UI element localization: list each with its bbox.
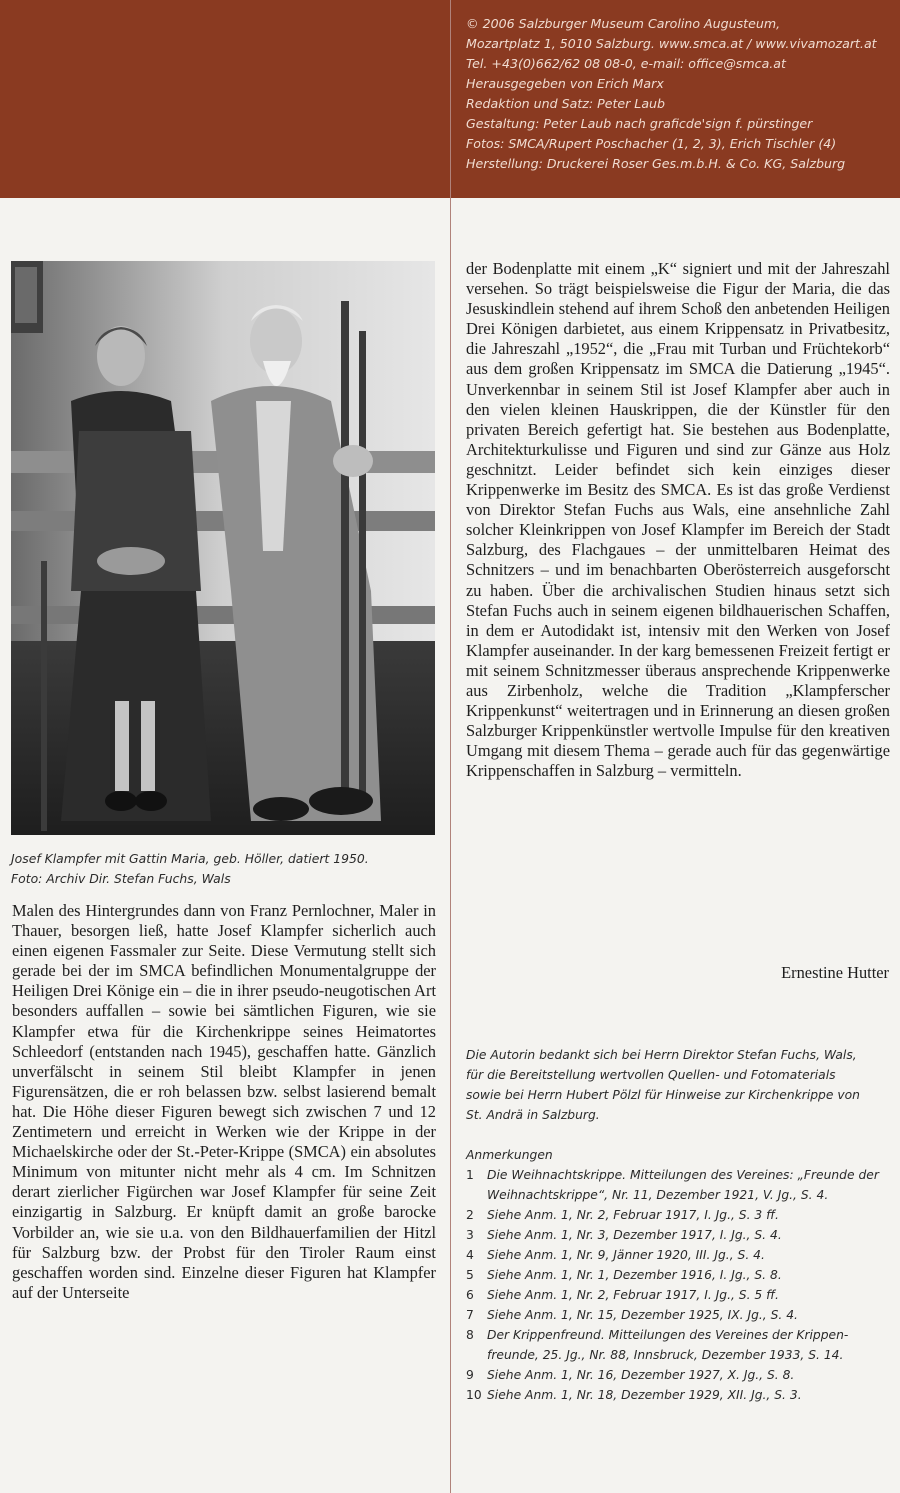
endnote-item <box>466 1385 896 1405</box>
endnote-number: 3 <box>466 1228 474 1242</box>
endnote-text: Siehe Anm. 1, Nr. 1, Dezember 1916, I. Jg., S. 8. <box>487 1268 782 1282</box>
endnote-number: 7 <box>466 1308 474 1322</box>
imprint-line: Gestaltung: Peter Laub nach graficde'sign f. pürstinger <box>466 116 813 131</box>
acknowledgement <box>466 1045 896 1125</box>
endnote-text: Die Weihnachtskrippe. Mitteilungen des Vereines: „Freunde der Weihnachtskrippe“, Nr. 11, Dezember 1921, V. Jg., S. 4. <box>487 1168 879 1202</box>
endnote-number: 1 <box>466 1168 474 1182</box>
acknowledgement-line: Die Autorin bedankt sich bei Herrn Direktor Stefan Fuchs, Wals, <box>466 1048 857 1062</box>
imprint-block <box>466 14 896 174</box>
portrait-photo <box>11 261 435 835</box>
photo-caption <box>11 849 441 889</box>
endnote-text: Siehe Anm. 1, Nr. 15, Dezember 1925, IX. Jg., S. 4. <box>487 1308 798 1322</box>
endnote-text: Siehe Anm. 1, Nr. 2, Februar 1917, I. Jg., S. 3 ff. <box>487 1208 779 1222</box>
acknowledgement-line: St. Andrä in Salzburg. <box>466 1108 600 1122</box>
endnote-text: Siehe Anm. 1, Nr. 9, Jänner 1920, III. Jg., S. 4. <box>487 1248 765 1262</box>
body-column-right <box>466 259 890 781</box>
acknowledgement-line: sowie bei Herrn Hubert Pölzl für Hinweise zur Kirchenkrippe von <box>466 1088 860 1102</box>
imprint-line: Mozartplatz 1, 5010 Salzburg. www.smca.at / www.vivamozart.at <box>466 36 877 51</box>
endnote-item <box>466 1265 896 1285</box>
endnote-text: Siehe Anm. 1, Nr. 18, Dezember 1929, XII. Jg., S. 3. <box>487 1388 802 1402</box>
page-fold-line <box>450 0 451 1493</box>
endnote-item <box>466 1205 896 1225</box>
endnote-item <box>466 1365 896 1385</box>
endnote-item <box>466 1225 896 1245</box>
imprint-line: Herausgegeben von Erich Marx <box>466 76 664 91</box>
endnotes <box>466 1145 896 1405</box>
endnote-item <box>466 1285 896 1305</box>
endnote-text: Siehe Anm. 1, Nr. 16, Dezember 1927, X. Jg., S. 8. <box>487 1368 795 1382</box>
body-paragraph: Malen des Hintergrundes dann von Franz Pernlochner, Maler in Thauer, besorgen ließ, hatte Josef Klampfer sicherlich auch einen eigenen Fassmaler zur Seite. Diese Vermutung stellt sich gerade bei der im SMCA befindlichen Monumentalgruppe der Heiligen Drei Könige ein – die in ihrer pseudo-neugotischen Art besonders auffallen – sowie bei sämtlichen Figuren, wie sie Klampfer etwa für die Kirchenkrippe seines Heimatortes Schleedorf (entstanden nach 1945), geschaffen hatte. Gänzlich unverfälscht in seinem Stil bleibt Klampfer in jenen Figurensätzen, die er roh belassen bzw. selbst lasierend bemalt hat. Die Höhe dieser Figuren bewegt sich zwischen 7 und 12 Zentimetern und erreicht in Werken wie der Krippe in der Michaelskirche oder der St.-Peter-Krippe (SMCA) ein absolutes Minimum von mitunter nicht mehr als 4 cm. Im Schnitzen derart zierlicher Figürchen war Josef Klampfer für seine Zeit einzigartig in Salzburg. Er knüpft damit an große barocke Vorbilder an, wie sie u.a. von den Bildhauerfamilien der Hitzl für Salzburg bzw. der Probst für den Tiroler Raum einst geschaffen worden sind. Einzelne dieser Figuren hat Klampfer auf der Unterseite <box>12 901 436 1302</box>
acknowledgement-line: für die Bereitstellung wertvollen Quellen- und Fotomaterials <box>466 1068 836 1082</box>
endnote-item <box>466 1245 896 1265</box>
endnote-text: Siehe Anm. 1, Nr. 2, Februar 1917, I. Jg., S. 5 ff. <box>487 1288 779 1302</box>
endnote-number: 8 <box>466 1328 474 1342</box>
body-paragraph: der Bodenplatte mit einem „K“ signiert und mit der Jahreszahl versehen. So trägt beispielsweise die Figur der Maria, die das Jesuskindlein stehend auf ihrem Schoß den anbetenden Heiligen Drei Königen darbietet, aus einem Krippensatz in Privatbesitz, die Jahreszahl „1952“, die „Frau mit Turban und Früchtekorb“ aus dem großen Krippensatz im SMCA die Datierung „1945“. Unverkennbar in seinem Stil ist Josef Klampfer aber auch in den vielen kleinen Hauskrippen, die der Künstler für den privaten Bereich gefertigt hat. Sie bestehen aus Bodenplatte, Architekturkulisse und Figuren und sind zur Gänze aus Holz geschnitzt. Leider befindet sich kein einziges dieser Krippenwerke im Besitz des SMCA. Es ist das große Verdienst von Direktor Stefan Fuchs aus Wals, eine ansehnliche Zahl solcher Kleinkrippen von Josef Klampfer im Bereich der Stadt Salzburg, des Flachgaues – der unmittelbaren Heimat des Schnitzers – und im benachbarten Oberösterreich ausgeforscht zu haben. Über die archivalischen Studien hinaus setzt sich Stefan Fuchs auch in seinem eigenen bildhauerischen Schaffen, in dem er Autodidakt ist, intensiv mit den Werken von Josef Klampfer auseinander. In der karg bemessenen Freizeit fertigt er mit seinem Schnitzmesser überaus ansprechende Krippenwerke aus Zirbenholz, welche die Tradition „Klampferscher Krippenkunst“ weitertragen und in Erinnerung an diesen großen Salzburger Krippenkünstler wertvolle Impulse für den kreativen Umgang mit diesem Thema – gerade auch für das gegenwärtige Krippenschaffen in Salzburg – vermitteln. <box>466 259 890 781</box>
imprint-line: Herstellung: Druckerei Roser Ges.m.b.H. & Co. KG, Salzburg <box>466 156 846 171</box>
endnote-number: 5 <box>466 1268 474 1282</box>
imprint-line: Tel. +43(0)662/62 08 08-0, e-mail: office@smca.at <box>466 56 786 71</box>
endnote-number: 10 <box>466 1388 482 1402</box>
author-signature: Ernestine Hutter <box>781 963 889 982</box>
endnote-number: 2 <box>466 1208 474 1222</box>
endnote-item <box>466 1165 896 1205</box>
endnote-number: 9 <box>466 1368 474 1382</box>
endnote-number: 4 <box>466 1248 474 1262</box>
imprint-line: © 2006 Salzburger Museum Carolino Augusteum, <box>466 16 781 31</box>
imprint-line: Fotos: SMCA/Rupert Poschacher (1, 2, 3), Erich Tischler (4) <box>466 136 837 151</box>
caption-line: Josef Klampfer mit Gattin Maria, geb. Höller, datiert 1950. <box>11 851 369 866</box>
endnote-item <box>466 1305 896 1325</box>
body-column-left <box>12 901 436 1303</box>
endnote-item <box>466 1325 896 1365</box>
portrait-photo-illustration <box>11 261 435 835</box>
endnote-text: Der Krippenfreund. Mitteilungen des Vereines der Krippen- freunde, 25. Jg., Nr. 88, Innsbruck, Dezember 1933, S. 14. <box>487 1328 849 1362</box>
endnote-text: Siehe Anm. 1, Nr. 3, Dezember 1917, I. Jg., S. 4. <box>487 1228 782 1242</box>
endnotes-heading: Anmerkungen <box>466 1148 553 1162</box>
caption-line: Foto: Archiv Dir. Stefan Fuchs, Wals <box>11 871 231 886</box>
endnote-number: 6 <box>466 1288 474 1302</box>
imprint-line: Redaktion und Satz: Peter Laub <box>466 96 666 111</box>
